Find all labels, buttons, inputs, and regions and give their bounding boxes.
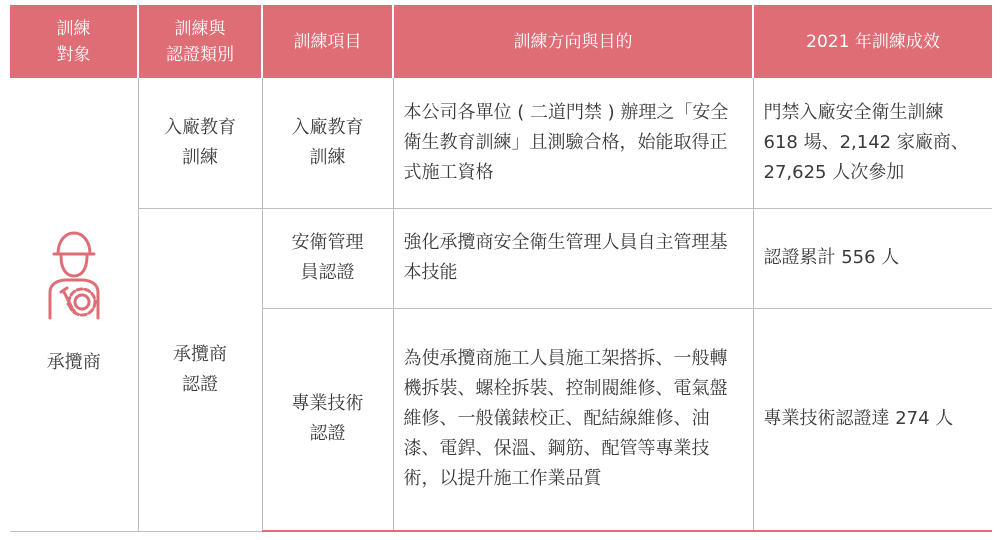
header-result: 2021 年訓練成效 — [753, 5, 992, 78]
category-contractor: 承攬商 認證 — [138, 208, 262, 531]
table-row — [10, 78, 992, 208]
training-table — [10, 5, 992, 532]
target-cell — [10, 78, 138, 531]
header-category: 訓練與 認證類別 — [138, 5, 262, 78]
purpose-cell: 強化承攬商安全衛生管理人員自主管理基本技能 — [393, 208, 753, 308]
item-cell: 安衛管理 員認證 — [262, 208, 393, 308]
item-cell: 專業技術 認證 — [262, 308, 393, 531]
worker-gear-icon — [44, 230, 104, 320]
purpose-cell: 本公司各單位 ( 二道門禁 ) 辦理之「安全衛生教育訓練」且測驗合格，始能取得正式施工資格 — [393, 78, 753, 208]
header-target: 訓練 對象 — [10, 5, 138, 78]
purpose-cell: 為使承攬商施工人員施工架搭拆、一般轉機拆裝、螺栓拆裝、控制閥維修、電氣盤維修、一般儀錶校正、配結線維修、油漆、電銲、保溫、鋼筋、配管等專業技術，以提升施工作業品質 — [393, 308, 753, 531]
category-entry: 入廠教育 訓練 — [138, 78, 262, 208]
table-row — [10, 208, 992, 308]
result-cell: 認證累計 556 人 — [753, 208, 992, 308]
result-cell: 門禁入廠安全衛生訓練 618 場、2,142 家廠商、27,625 人次參加 — [753, 78, 992, 208]
header-purpose: 訓練方向與目的 — [393, 5, 753, 78]
item-cell: 入廠教育 訓練 — [262, 78, 393, 208]
header-row — [10, 5, 992, 78]
target-label: 承攬商 — [46, 352, 101, 374]
result-cell: 專業技術認證達 274 人 — [753, 308, 992, 531]
header-item: 訓練項目 — [262, 5, 393, 78]
